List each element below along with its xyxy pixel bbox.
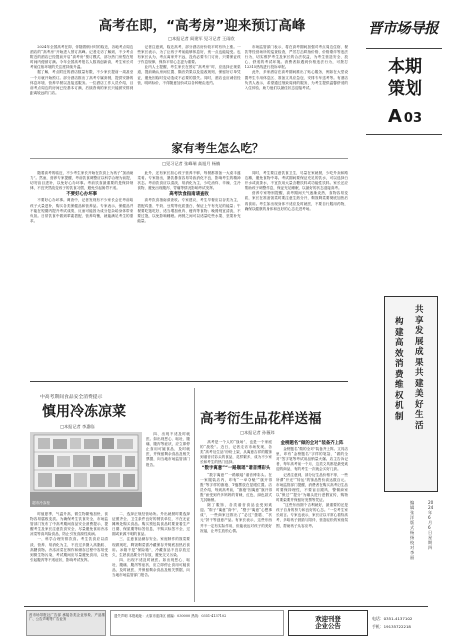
ad-block-phones <box>372 610 428 636</box>
story4-quote: 金榜题名“做的全对”装备齐上阵 <box>280 441 344 446</box>
story2-subhead: 高考饮食指南请查收 <box>169 192 209 198</box>
story3-side-column <box>146 432 190 510</box>
story1-body <box>30 45 348 129</box>
story4-paragraph: 高考是一个人的“战场”，也是一个家庭的“战役”。近日，记者走访市场发现，各类“高考衍生品”纷纷上架，从寓意吉祥的服饰到谐音讨彩头的食品，花样繁多，成为不少家长和考生的热门选择。 <box>200 440 272 465</box>
story4-paragraph: 除了服饰，各类谐音食品也受到欢迎。“粽子”寓意“高中”，“橙子”寓意“心想事成”，一些商家还推出了“必过”蛋糕、“状元”饼干等创意产品。有家长表示，这些东西并不一定有实际作用，但能表达对孩子的美好祝福，让考生放松心情。 <box>200 503 272 533</box>
paper-logo <box>362 10 444 44</box>
story1-paragraph: 市场监管部门表示，将在高考期间加强对考点周边住宿、餐饮等经营场所的巡查检查，严厉打击哄抬价格、价格欺诈等违法行为，切实维护考生及家长的合法权益，为考生营造安全、放心、舒适的考试环境。消费者如遇到价格违法行为，可拨打12315热线进行投诉举报。 <box>244 45 348 70</box>
ad-text: 遗失声明 本报地址：太原市迎泽区 邮编：030000 热线：0351-4137102 <box>114 614 227 618</box>
issue-date: 2024年6月6日 星期四 <box>428 500 434 550</box>
ad-title-line2: 企业公告 <box>315 622 341 630</box>
story3-headline: 慎用冷冻凉菜 <box>42 404 126 420</box>
ad-mobile: 手机：19135722218 <box>372 624 411 629</box>
paper-name: 晋市场导报 <box>368 19 438 37</box>
story2-paragraph: 营养专家特别提醒，高考期间天气逐渐炎热，食物容易变质，家长在准备饭菜时要注意生熟分开，剩饭剩菜要彻底加热后再食用。考生如出现身体不适应及时就医，不要自行服用药物，确保以健康的身体和良好的心态走进考场。 <box>244 191 348 211</box>
story2-body <box>30 171 348 375</box>
page-marker <box>384 106 426 130</box>
story1-paragraph: 据了解，考点附近的酒店数量有限，不少家长提前一周甚至一个月就开始预订。部分酒店推出了高考专属套餐，提供安静的休息环境、营养早餐以及接送服务。一位酒店工作人员介绍，目前考点周边的房间已经基本订满，后续咨询的家长只能被安排到距离较远的门店。 <box>30 70 134 95</box>
story2-headline-rule <box>30 158 348 159</box>
story3-paragraph: 四、出现不适及时就医。如出现恶心、呕吐、腹痛、腹泻等症状，应立即停止食用可疑食品，及时就医，并保留剩余食品及相关票据，向当地市场监管部门报告。 <box>112 557 190 578</box>
story2-subhead: 不要好心办坏事 <box>66 192 98 198</box>
ad-strip-rule <box>24 606 428 607</box>
story2-paragraph: 此外，还有家长担心孩子营养不够，每餐都准备一大桌丰盛菜肴。专家指出，暴饮暴食容易导致消化不良，影响考生的精神状态。考前饮食应以清淡、易消化为主，少吃油炸、辛辣、生冷食物，避免出现腹泻、胃痛等情况影响考试发挥。 <box>137 171 241 191</box>
story1-paragraph: 记者注意到，临近高考，部分酒店房价较平时有所上涨。一些家长表示，为了让孩子考前能够休息好，贵一点也能接受。也有家长认为，考点离家并不远，没有必要专门订房，只要保证孩子作息规律，保持平常心态更为重要。 <box>137 45 241 65</box>
story3-byline: □本报记者 李惠临 <box>60 424 95 429</box>
story4-byline: □本报记者 孙薇玮 <box>240 430 275 435</box>
masthead-rule <box>366 48 442 49</box>
editor-credits: 编辑 张洋 版式 杨扬 校对 李丽 <box>410 500 415 560</box>
story2-byline: □见习记者 张峰瑞 高旭月 杨楠 <box>162 161 221 166</box>
story3-kicker: 中高考期间食品安全消费提示 <box>40 395 103 400</box>
story3-paragraph: 四、出现不适及时就医。如出现恶心、呕吐、腹痛、腹泻等症状，应立即停止食用可疑食品，及时就医，并保留剩余食品及相关票据，向当地市场监管部门报告。 <box>146 432 190 467</box>
fridge-photo <box>30 432 142 507</box>
story4-paragraph: 记者注意到，部分衍生品价格不菲，一些所谓“开光”“转运”的饰品售价高达数百元。市场监管部门提醒，消费者在购买高考衍生品时要保持理性，不要盲目跟风，警惕商家以“保过”“提分”为噱头进行虚假宣传，购物时要索要并保留好发票等凭证。 <box>276 472 348 503</box>
section-divider <box>30 381 348 382</box>
slogan-text: 共享发展成果共建美好生活 <box>415 305 424 431</box>
story3-paragraph: 二、选择正规经营场所。外出就餐时要选择证照齐全、卫生条件良好的餐饮单位，不在无证摊贩处购买食品。购买预包装食品时要查看生产日期、保质期等标签信息，不购买标签不全、过期或来源不明的食品。 <box>112 512 190 537</box>
story3-paragraph: 三、注意食品储存安全。家庭制作的饭菜要现做现吃，剩饭剩菜需冷藏保存并彻底加热后食用。冰箱不是“保险箱”，冷藏食品不宜存放过久，生熟食品要分开存放，避免交叉污染。 <box>112 537 190 557</box>
story4-paragraph: 金榜题名“做的全对”装备齐上阵。文具店里，印有“金榜题名”字样的笔袋、“做的全对”签字笔等考试用品销量火爆。店主告诉记者，每年高考前一个月，这类文具都是最受欢迎的商品，有的考生一次就会买好几套。 <box>276 447 348 472</box>
story2-paragraph: 不要好心办坏事。调查中，记者发现有不少家长会在考前给孩子大量进补，购买各类保健品和营养品。专家表示，保健品并不能在短期内提升考试成绩，反而可能因为成分复杂给身体带来负担。日常饮食中做到荤素搭配、营养均衡，就能满足考生的需求。 <box>30 198 134 223</box>
story4-paragraph: “这些东西图个吉利就好，最重要的还是孩子自身的努力和良好的心态。”一位考生家长坦言。专家也表示，家长应以平常心看待高考，多给孩子鼓励与陪伴，营造轻松的家庭氛围，帮助孩子从容应考。 <box>276 503 348 528</box>
story3-body <box>30 512 190 602</box>
masthead-column <box>356 0 450 606</box>
story4-headline: 高考衍生品花样送福 <box>200 411 322 427</box>
slogan-box <box>384 296 438 492</box>
story1-paragraph: 业内人士提醒，考生家长在预订“高考房”时，应选择正规渠道，提前确认房间位置、隔音效果以及退改规则，保留好订单凭证，避免因临时变动造成不必要的损失。同时，酒店也应诚信经营，明码标价，不得随意加价或以各种理由违约。 <box>137 65 241 85</box>
page-letter: A <box>387 106 402 127</box>
ad-phone: 电话：0351-4137102 <box>372 616 413 621</box>
slogan-text-2: 构建高效消费维权机制 <box>395 317 404 422</box>
story2-paragraph: 随着高考的临近，不少考生家长开始在饮食上为孩子“加油助力”。然而，营养专家提醒，考前饮食调整应以科学合理为前提，切勿盲目进补，以免好心办坏事。考前饮食最重要的是保持规律，不宜突然改变孩子的饮食习惯，避免引起肠胃不适。 <box>30 171 134 191</box>
ad-block-middle <box>110 610 284 636</box>
page-number: 03 <box>403 111 423 126</box>
story1-paragraph: 此外，多家酒店在高考期间推出了贴心服务，例如在大堂设置考生专用休息区、准备文具应急包、安排专车送考等。有酒店负责人表示，希望通过细致周到的服务，为考生提供温馨舒适的入住体验，助力他们以最佳状态迎接考试。 <box>244 70 348 90</box>
ad-text: 晋市场导报社广告部 承接各类企业形象、产品推广、公告声明等广告业务 <box>29 613 105 622</box>
story3-paragraph: 时值夏季，气温升高，微生物繁殖加快，食物容易腐败变质。为确保考生饮食安全，市场监管部门发布了中高考期间食品安全消费提示，提醒考生及家长注意饮食安全，尽量避免食用冷冻凉菜等高风险食品，防止引发食源性疾病。 <box>30 512 108 537</box>
masthead-rule <box>366 134 442 135</box>
story1-paragraph: 2024年全国高考在即，伴随着倒计时的临近，各地考点周边酒店的“高考房”开始进入预订高峰。记者走访了解到，不少考点附近的酒店已经提前开启“高考房”预订模式，部分热门房型在短时间内便被订满。今年全国高考报名人数再创新高，考生家长对考前住宿环境的关注度持续升温。 <box>30 45 134 70</box>
photo-caption: 超市冷冻柜 <box>32 501 50 505</box>
story4-paragraph: “数字寓意”“一路顺瑶”谐音博彩头。在一家服装店内，印有“一举夺魁”“旗开得胜”等字样的旗袍、T恤摆放在显眼位置。店员介绍，每到高考前，“旗袍”因寓意“旗开得胜”而受到许多妈妈的青睐，红色、绿色款式尤其畅销。 <box>200 472 272 503</box>
column-divider <box>194 388 195 602</box>
section-title: 本期策划 <box>388 57 422 99</box>
story2-paragraph: 高考饮食指南请查收。专家建议，考生早餐应以谷类为主，搭配鸡蛋、牛奶、豆浆等优质蛋白，保证上午有充足的能量；午餐要吃饱吃好，适当增加鱼肉、瘦肉等食物；晚餐则宜清淡，不要过饱，以免影响睡眠。两餐之间可以适量吃些水果、坚果补充能量。 <box>137 198 241 223</box>
story2-headline: 家有考生怎么吃？ <box>171 141 264 155</box>
story4-body <box>200 440 348 602</box>
story1-headline: 高考在即，“高考房”迎来预订高峰 <box>98 18 306 34</box>
story4-quote: “数字寓意”“一路顺瑶”谐音博彩头 <box>201 466 271 472</box>
story2-paragraph: 同时，考生要注意饮食卫生，尽量在家就餐，少吃外卖和路边摊，避免食物中毒。考试期间要保证充足的饮水，可以选择白开水或淡茶水，不宜饮用大量含糖饮料或功能性饮料。家长还应帮助孩子调整作息，保证充足睡眠，以最好的状态迎接高考。 <box>244 171 348 191</box>
story1-byline: □本报记者 阎建军 见习记者 王雨欣 <box>168 36 235 41</box>
ad-title-line1: 欢迎刊登 <box>315 614 341 623</box>
ad-block-contact <box>288 610 368 636</box>
ad-block-left <box>26 610 106 636</box>
story3-paragraph: 一、科学合理安排饮食。考生饮食应以清淡、营养、易消化为主，不宜过多摄入高脂肪、高糖食物。冷冻凉菜在制作和储存过程中容易受到微生物污染，考试期间应尽量避免食用，以免引起腹泻等不适症状，影响考试发挥。 <box>30 537 108 562</box>
